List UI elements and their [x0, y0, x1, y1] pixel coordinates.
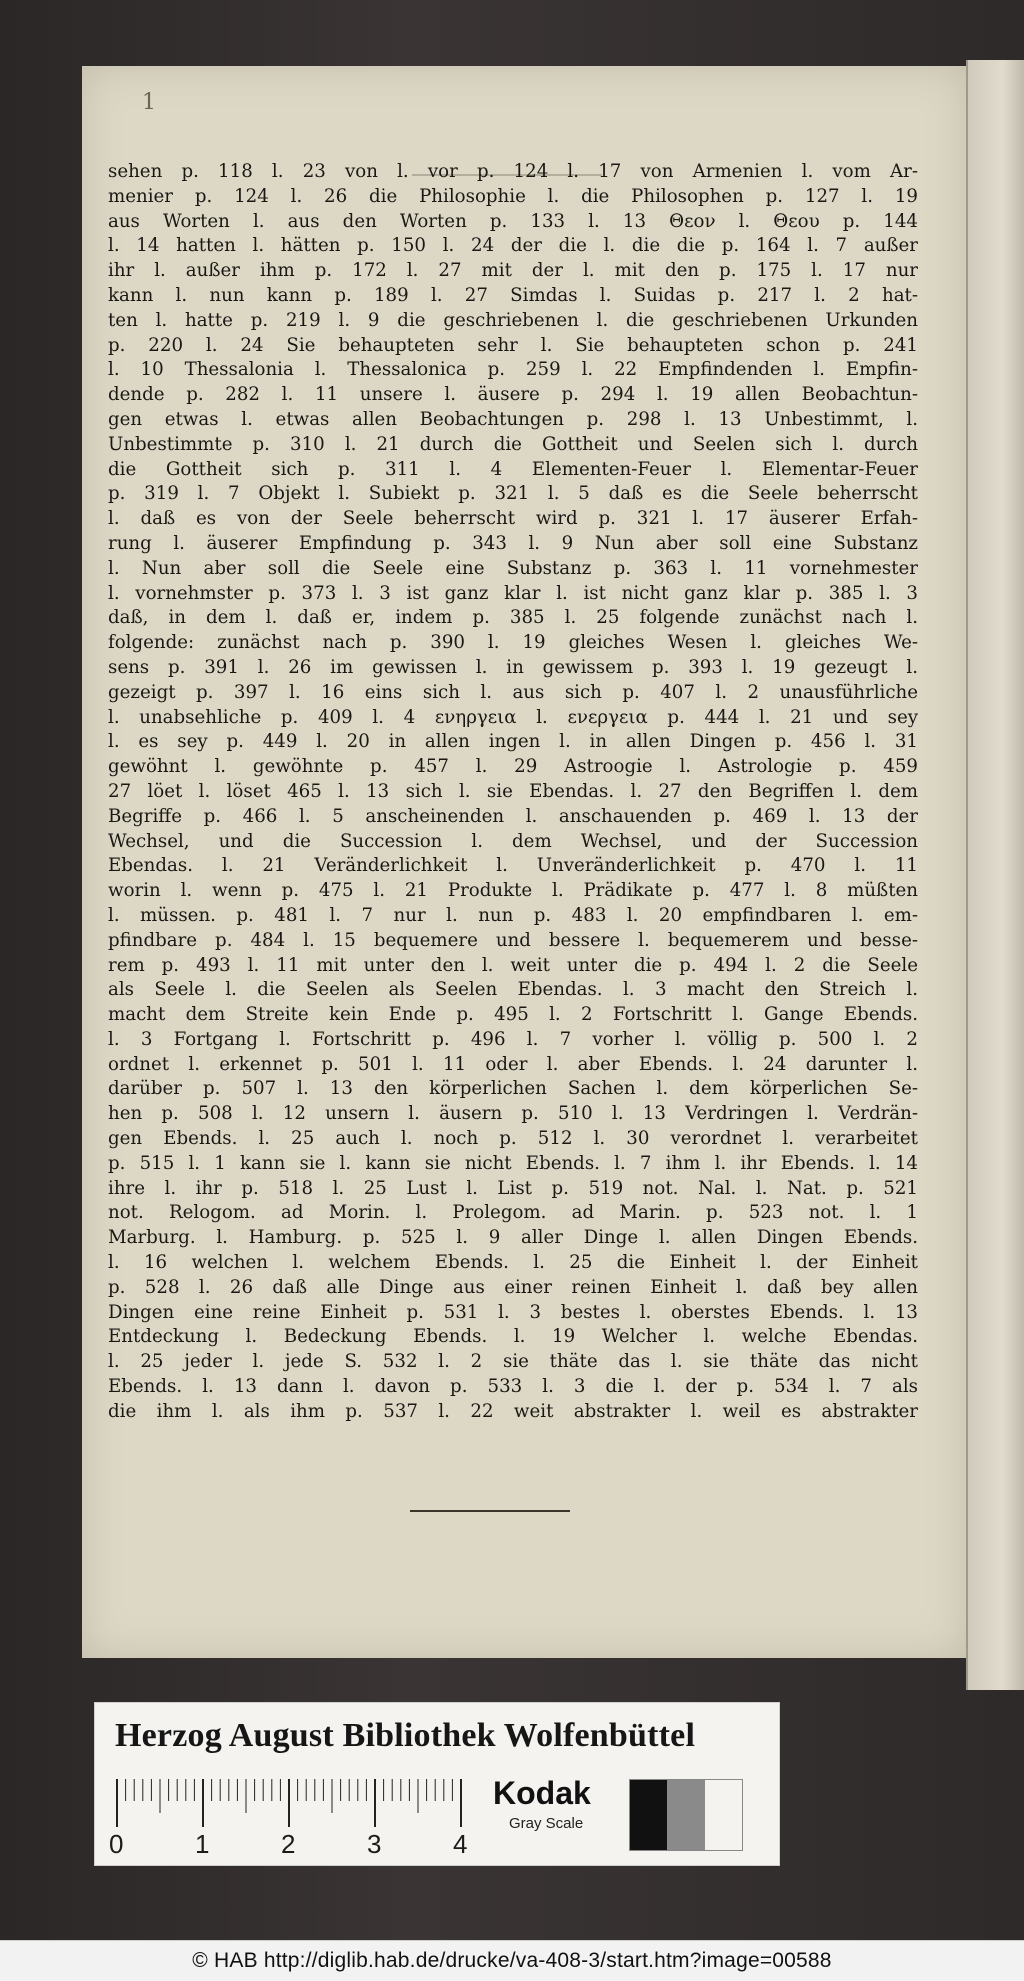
errata-line: Entdeckung l. Bedeckung Ebends. l. 19 Welcher l. welche Ebendas.	[108, 1326, 918, 1348]
errata-line: p. 515 l. 1 kann sie l. kann sie nicht Ebends. l. 7 ihm l. ihr Ebends. l. 14	[108, 1152, 918, 1174]
errata-line: ihre l. ihr p. 518 l. 25 Lust l. List p. 519 not. Nal. l. Nat. p. 521	[108, 1177, 918, 1199]
library-name: Herzog August Bibliothek Wolfenbüttel	[115, 1717, 696, 1754]
gray-patch-white	[705, 1780, 742, 1850]
errata-line: not. Relogom. ad Morin. l. Prolegom. ad Marin. p. 523 not. l. 1	[108, 1202, 918, 1224]
errata-line: worin l. wenn p. 475 l. 21 Produkte l. Prädikate p. 477 l. 8 müßten	[108, 880, 918, 902]
errata-line: Ebendas. l. 21 Veränderlichkeit l. Unveränderlichkeit p. 470 l. 11	[108, 855, 918, 877]
errata-line: rung l. äuserer Empfindung p. 343 l. 9 Nun aber soll eine Substanz	[108, 532, 918, 554]
copyright-url[interactable]: © HAB http://diglib.hab.de/drucke/va-408-3/start.htm?image=00588	[192, 1949, 832, 1972]
errata-line: 27 löet l. löset 465 l. 13 sich l. sie Ebendas. l. 27 den Begriffen l. dem	[108, 780, 918, 802]
errata-line: macht dem Streite kein Ende p. 495 l. 2 Fortschritt l. Gange Ebends.	[108, 1004, 918, 1026]
errata-line: p. 528 l. 26 daß alle Dinge aus einer reinen Einheit l. daß bey allen	[108, 1276, 918, 1298]
errata-line: sehen p. 118 l. 23 von l. vor p. 124 l. 17 von Armenien l. vom Ar-	[108, 161, 918, 182]
errata-line: ihr l. außer ihm p. 172 l. 27 mit der l. mit den p. 175 l. 17 nur	[108, 260, 918, 282]
errata-line: folgende: zunächst nach p. 390 l. 19 gleiches Wesen l. gleiches We-	[108, 632, 918, 654]
ruler-numbers	[109, 1829, 485, 1859]
errata-line: Begriffe p. 466 l. 5 anscheinenden l. anschauenden p. 469 l. 13 der	[108, 805, 918, 827]
errata-line: sens p. 391 l. 26 im gewissen l. in gewissem p. 393 l. 19 gezeugt l.	[108, 656, 918, 678]
gray-scale-label: Gray Scale	[509, 1815, 584, 1832]
errata-line: l. 3 Fortgang l. Fortschritt p. 496 l. 7 vorher l. völlig p. 500 l. 2	[108, 1028, 918, 1050]
ruler-number-0: 0	[109, 1829, 124, 1859]
errata-line: Marburg. l. Hamburg. p. 525 l. 9 aller Dinge l. allen Dingen Ebends.	[108, 1227, 918, 1249]
errata-line: gewöhnt l. gewöhnte p. 457 l. 29 Astroogie l. Astrologie p. 459	[108, 756, 918, 778]
measuring-ruler	[115, 1779, 485, 1833]
errata-line: l. Nun aber soll die Seele eine Substanz p. 363 l. 11 vornehmester	[108, 557, 918, 579]
end-rule	[410, 1510, 570, 1512]
errata-line: aus Worten l. aus den Worten p. 133 l. 13 Θεον l. Θεου p. 144	[108, 210, 918, 232]
page-mark: 1	[142, 90, 156, 115]
ruler-number-3: 3	[367, 1829, 382, 1859]
errata-line: daß, in dem l. daß er, indem p. 385 l. 25 folgende zunächst nach l.	[108, 607, 918, 629]
errata-line: l. 14 hatten l. hätten p. 150 l. 24 der die l. die die p. 164 l. 7 außer	[108, 235, 918, 257]
errata-line: l. es sey p. 449 l. 20 in allen ingen l. in allen Dingen p. 456 l. 31	[108, 731, 918, 753]
ruler-number-2: 2	[281, 1829, 296, 1859]
errata-line: die ihm l. als ihm p. 537 l. 22 weit abstrakter l. weil es abstrakter	[108, 1400, 918, 1422]
errata-line: p. 319 l. 7 Objekt l. Subiekt p. 321 l. 5 daß es die Seele beherrscht	[108, 483, 918, 505]
errata-line: als Seele l. die Seelen als Seelen Ebendas. l. 3 macht den Streich l.	[108, 979, 918, 1001]
errata-line: Unbestimmte p. 310 l. 21 durch die Gottheit und Seelen sich l. durch	[108, 433, 918, 455]
errata-line: gezeigt p. 397 l. 16 eins sich l. aus sich p. 407 l. 2 unausführliche	[108, 681, 918, 703]
errata-line: die Gottheit sich p. 311 l. 4 Elementen-Feuer l. Elementar-Feuer	[108, 458, 918, 480]
errata-line: darüber p. 507 l. 13 den körperlichen Sachen l. dem körperlichen Se-	[108, 1078, 918, 1100]
footer-bar	[0, 1940, 1024, 1981]
gray-scale-patches	[629, 1779, 743, 1851]
errata-line: ordnet l. erkennet p. 501 l. 11 oder l. aber Ebends. l. 24 darunter l.	[108, 1053, 918, 1075]
errata-line: l. müssen. p. 481 l. 7 nur l. nun p. 483 l. 20 empfindbaren l. em-	[108, 904, 918, 926]
errata-line: gen Ebends. l. 25 auch l. noch p. 512 l. 30 verordnet l. verarbeitet	[108, 1128, 918, 1150]
errata-line: Dingen eine reine Einheit p. 531 l. 3 bestes l. oberstes Ebends. l. 13	[108, 1301, 918, 1323]
errata-line: pfindbare p. 484 l. 15 bequemere und bessere l. bequemerem und besse-	[108, 929, 918, 951]
errata-line: hen p. 508 l. 12 unsern l. äusern p. 510 l. 13 Verdringen l. Verdrän-	[108, 1103, 918, 1125]
errata-line: Ebends. l. 13 dann l. davon p. 533 l. 3 die l. der p. 534 l. 7 als	[108, 1376, 918, 1398]
errata-line: menier p. 124 l. 26 die Philosophie l. die Philosophen p. 127 l. 19	[108, 185, 918, 207]
errata-text-block	[108, 160, 918, 1425]
gray-patch-black	[630, 1780, 667, 1850]
gray-patch-mid	[667, 1780, 704, 1850]
library-target-card	[94, 1702, 780, 1866]
errata-line: gen etwas l. etwas allen Beobachtungen p. 298 l. 13 Unbestimmt, l.	[108, 408, 918, 430]
errata-line: l. vornehmster p. 373 l. 3 ist ganz klar l. ist nicht ganz klar p. 385 l. 3	[108, 582, 918, 604]
errata-line: l. unabsehliche p. 409 l. 4 ενηργεια l. ενεργεια p. 444 l. 21 und sey	[108, 706, 918, 728]
errata-line: Wechsel, und die Succession l. dem Wechsel, und der Succession	[108, 830, 918, 852]
errata-line: l. 25 jeder l. jede S. 532 l. 2 sie thäte das l. sie thäte das nicht	[108, 1351, 918, 1373]
ruler-number-1: 1	[195, 1829, 210, 1859]
ruler-number-4: 4	[453, 1829, 468, 1859]
errata-line: l. 10 Thessalonia l. Thessalonica p. 259 l. 22 Empfindenden l. Empfin-	[108, 359, 918, 381]
kodak-logo: Kodak	[493, 1775, 591, 1811]
errata-line: ten l. hatte p. 219 l. 9 die geschriebenen l. die geschriebenen Urkunden	[108, 309, 918, 331]
errata-line: l. daß es von der Seele beherrscht wird p. 321 l. 17 äuserer Erfah-	[108, 508, 918, 530]
errata-line: l. 16 welchen l. welchem Ebends. l. 25 die Einheit l. der Einheit	[108, 1252, 918, 1274]
errata-line: p. 220 l. 24 Sie behaupteten sehr l. Sie behaupteten schon p. 241	[108, 334, 918, 356]
errata-line: dende p. 282 l. 11 unsere l. äusere p. 294 l. 19 allen Beobachtun-	[108, 384, 918, 406]
adjacent-page-edge	[966, 60, 1024, 1690]
errata-line: rem p. 493 l. 11 mit unter den l. weit unter die p. 494 l. 2 die Seele	[108, 954, 918, 976]
errata-line: kann l. nun kann p. 189 l. 27 Simdas l. Suidas p. 217 l. 2 hat-	[108, 284, 918, 306]
